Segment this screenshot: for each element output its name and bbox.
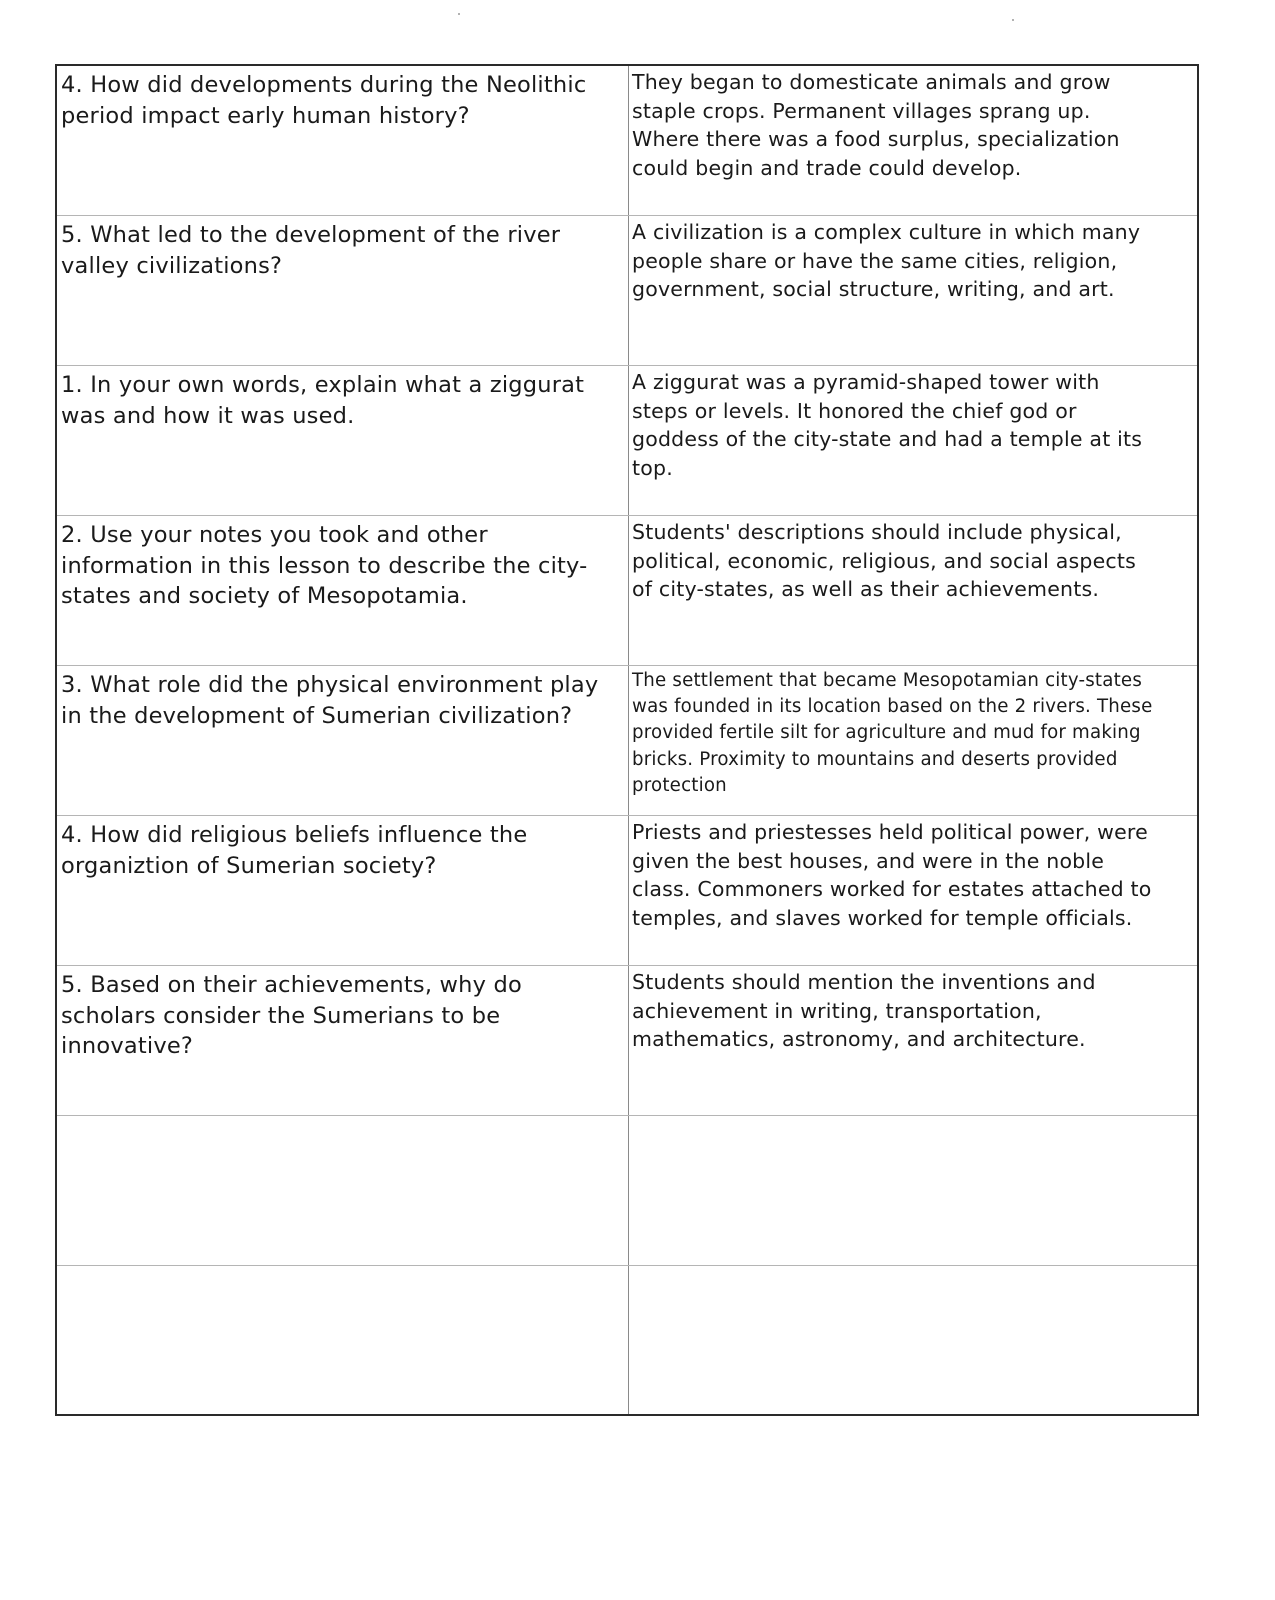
table-row	[57, 816, 1197, 966]
table-row	[57, 516, 1197, 666]
question-cell: 4. How did developments during the Neolithic period impact early human history?	[61, 72, 587, 129]
table-row-empty	[57, 1266, 1197, 1416]
question-cell: 5. What led to the development of the river valley civilizations?	[61, 222, 561, 279]
answer-cell: A civilization is a complex culture in which many people share or have the same cities, religion, government, social structure, writing, and art.	[632, 220, 1141, 301]
answer-cell: The settlement that became Mesopotamian city-states was founded in its location based on the 2 rivers. These provided fertile silt for agriculture and mud for making bricks. Proximity to mountains and deserts provided protection	[632, 670, 1153, 796]
table-row	[57, 366, 1197, 516]
worksheet-table	[55, 64, 1199, 1416]
scan-speck	[458, 13, 460, 15]
answer-cell: They began to domesticate animals and grow staple crops. Permanent villages sprang up. Where there was a food surplus, specialization could begin and trade could develop.	[632, 70, 1120, 180]
answer-cell: Priests and priestesses held political power, were given the best houses, and were in the noble class. Commoners worked for estates attached to temples, and slaves worked for temple officials.	[632, 820, 1152, 930]
question-cell: 5. Based on their achievements, why do scholars consider the Sumerians to be innovative?	[61, 972, 522, 1059]
question-cell: 3. What role did the physical environment play in the development of Sumerian civilization?	[61, 672, 599, 729]
scan-speck	[1012, 19, 1014, 21]
answer-cell: Students' descriptions should include physical, political, economic, religious, and social aspects of city-states, as well as their achievements.	[632, 520, 1137, 601]
table-row-empty	[57, 1116, 1197, 1266]
question-cell: 4. How did religious beliefs influence the organiztion of Sumerian society?	[61, 822, 528, 879]
table-row	[57, 216, 1197, 366]
answer-cell: Students should mention the inventions and achievement in writing, transportation, mathematics, astronomy, and architecture.	[632, 970, 1096, 1051]
table-row	[57, 966, 1197, 1116]
answer-cell: A ziggurat was a pyramid-shaped tower with steps or levels. It honored the chief god or goddess of the city-state and had a temple at its top.	[632, 370, 1143, 480]
table-row	[57, 66, 1197, 216]
question-cell: 2. Use your notes you took and other information in this lesson to describe the city- states and society of Mesopotamia.	[61, 522, 588, 609]
question-cell: 1. In your own words, explain what a ziggurat was and how it was used.	[61, 372, 585, 429]
table-row	[57, 666, 1197, 816]
